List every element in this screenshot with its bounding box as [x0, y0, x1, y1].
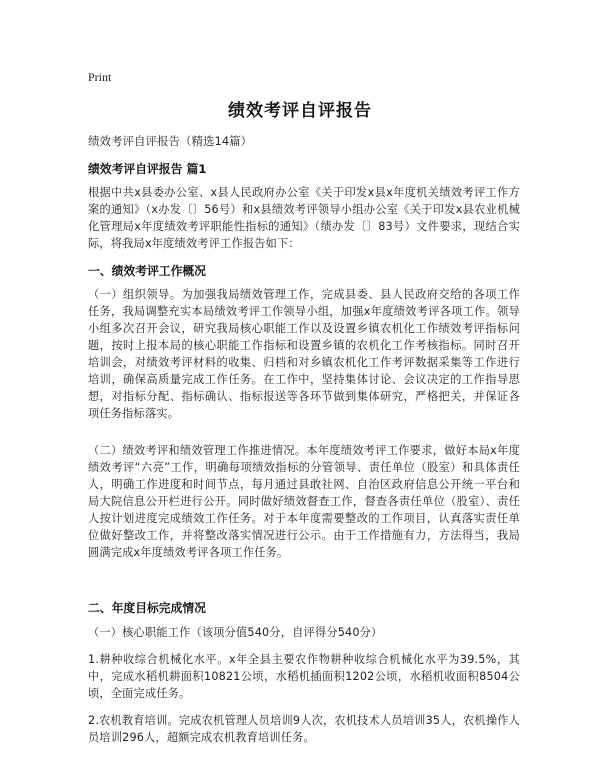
core-function-line: （一）核心职能工作（该项分值540分，自评得分540分） — [88, 626, 383, 639]
section-heading-1: 一、绩效考评工作概况 — [88, 264, 206, 278]
paragraph-performance-system: （二）绩效考评和绩效管理工作推进情况。本年度绩效考评工作要求，做好本局x年度绩效考评“六亮”工作，明确每项绩效指标的分管领导、责任单位（股室）和具体责任人，明确工作进度和时间节点，每月通过县敢社网、自治区政府信息公开统一平台和局大院信息公开栏进行公开。同时做好绩效督查工作，督查各责任单位（股室）、责任人按计划进度完成绩效工作任务。对于本年度需要整改的工作项目，认真落实责任单位做好整改工作，并将整改落实情况进行公示。由于工作措施有力，方法得当，我局圆满完成x年度绩效考评各项工作任务。 — [88, 444, 520, 559]
section-heading-2: 二、年度目标完成情况 — [88, 601, 206, 615]
print-link[interactable]: Print — [88, 70, 112, 84]
document-subtitle: 绩效考评自评报告（精选14篇） — [88, 134, 253, 148]
section-heading-part1: 绩效考评自评报告 篇1 — [88, 162, 207, 176]
page-title: 绩效考评自评报告 — [228, 101, 372, 121]
intro-paragraph: 根据中共x县委办公室、x县人民政府办公室《关于印发x县x年度机关绩效考评工作方案的通知》（x办发〔〕56号）和x县绩效考评领导小组办公室《关于印发x县农业机械化管理局x年度绩效考评职能性指标的通知》（绩办发〔〕83号）文件要求，现结合实际，将我局x年度绩效考评工作报告如下： — [88, 186, 520, 250]
paragraph-mechanization: 1.耕种收综合机械化水平。x年全县主要农作物耕种收综合机械化水平为39.5%，其中，完成水稻机耕面积10821公顷，水稻机插面积1202公顷，水稻机收面积8504公顷，全面完成任务。 — [88, 653, 520, 700]
paragraph-org-leadership: （一）组织领导。为加强我局绩效管理工作，完成县委、县人民政府交给的各项工作任务，我局调整充实本局绩效考评工作领导小组，加强x年度绩效考评各项工作。领导小组多次召开会议，研究我局核心职能工作以及设置乡镇农机化工作绩效考评指标问题，按时上报本局的核心职能工作指标和设置乡镇的农机化工作考核指标。同时召开培训会，对绩效考评材料的收集、归档和对乡镇农机化工作考评数据采集等工作进行培训，确保高质量完成工作任务。在工作中，坚持集体讨论、会议决定的工作指导思想，对指标分配、指标确认、指标报送等各环节做到集体研究，严格把关，并保证各项任务指标落实。 — [88, 288, 520, 420]
paragraph-training: 2.农机教育培训。完成农机管理人员培训9人次，农机技术人员培训35人，农机操作人员培训296人，超额完成农机教育培训任务。 — [88, 714, 520, 744]
